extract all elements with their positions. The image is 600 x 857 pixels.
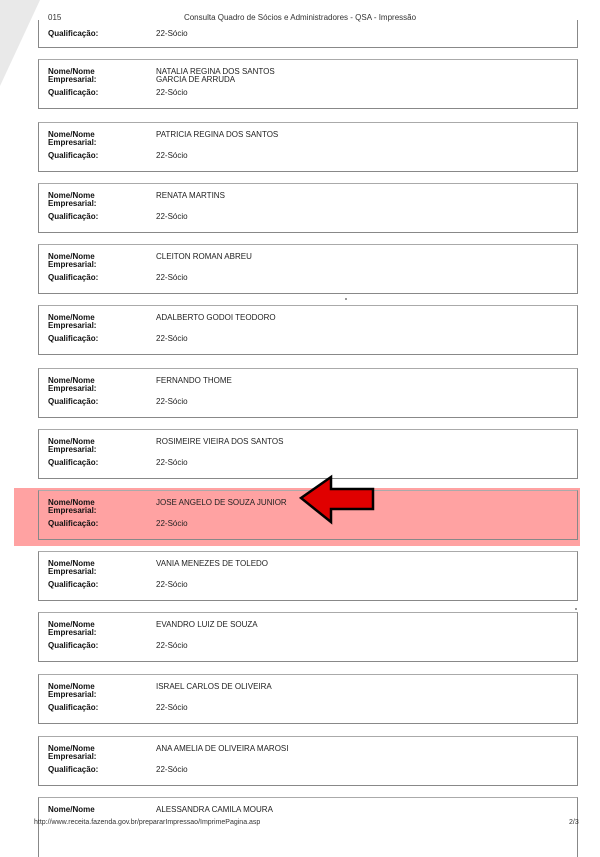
empresarial-label: Empresarial: <box>48 752 97 761</box>
record-block <box>38 368 578 418</box>
page-title: Consulta Quadro de Sócios e Administradores - QSA - Impressão <box>183 13 417 22</box>
qualificacao-label: Qualificação: <box>48 151 99 160</box>
nome-value: CLEITON ROMAN ABREU <box>156 252 252 261</box>
record-block <box>38 244 578 294</box>
footer-url: http://www.receita.fazenda.gov.br/prepararImpressao/ImprimePagina.asp <box>34 819 261 826</box>
nome-label: Nome/Nome <box>48 67 95 76</box>
nome-value-line2: GARCIA DE ARRUDA <box>156 75 236 84</box>
qualificacao-value: 22-Sócio <box>156 212 188 221</box>
nome-label: Nome/Nome <box>48 437 95 446</box>
record-block <box>38 183 578 233</box>
nome-value: ANA AMELIA DE OLIVEIRA MAROSI <box>156 744 289 753</box>
nome-value: RENATA MARTINS <box>156 191 225 200</box>
nome-value: JOSE ANGELO DE SOUZA JUNIOR <box>156 498 287 507</box>
nome-value: EVANDRO LUIZ DE SOUZA <box>156 620 258 629</box>
nome-label: Nome/Nome <box>48 252 95 261</box>
empresarial-label: Empresarial: <box>48 567 97 576</box>
record-block <box>38 674 578 724</box>
record-block <box>38 797 578 857</box>
qualificacao-label: Qualificação: <box>48 273 99 282</box>
nome-label: Nome/Nome <box>48 559 95 568</box>
footer-page-number: 2/3 <box>569 819 579 826</box>
qualificacao-value: 22-Sócio <box>156 703 188 712</box>
qualificacao-value: 22-Sócio <box>156 641 188 650</box>
record-block <box>38 429 578 479</box>
record-block <box>38 551 578 601</box>
nome-value: ADALBERTO GODOI TEODORO <box>156 313 276 322</box>
header-date: 015 <box>48 13 62 22</box>
qualificacao-value: 22-Sócio <box>156 151 188 160</box>
nome-value: NATALIA REGINA DOS SANTOS <box>156 67 275 76</box>
qualificacao-label: Qualificação: <box>48 580 99 589</box>
nome-value: ISRAEL CARLOS DE OLIVEIRA <box>156 682 272 691</box>
empresarial-label: Empresarial: <box>48 321 97 330</box>
record-block <box>38 736 578 786</box>
record-block <box>38 122 578 172</box>
qualificacao-label: Qualificação: <box>48 88 99 97</box>
qualificacao-label: Qualificação: <box>48 641 99 650</box>
qualificacao-value: 22-Sócio <box>156 29 188 38</box>
qualificacao-label: Qualificação: <box>48 397 99 406</box>
qualificacao-value: 22-Sócio <box>156 334 188 343</box>
qualificacao-value: 22-Sócio <box>156 273 188 282</box>
nome-label: Nome/Nome <box>48 744 95 753</box>
qualificacao-value: 22-Sócio <box>156 397 188 406</box>
qualificacao-value: 22-Sócio <box>156 458 188 467</box>
nome-value: VANIA MENEZES DE TOLEDO <box>156 559 269 568</box>
red-arrow-left-icon <box>298 474 376 526</box>
qualificacao-value: 22-Sócio <box>156 580 188 589</box>
nome-label: Nome/Nome <box>48 805 95 814</box>
empresarial-label: Empresarial: <box>48 628 97 637</box>
qualificacao-label: Qualificação: <box>48 519 99 528</box>
scan-speck <box>575 608 577 610</box>
nome-label: Nome/Nome <box>48 682 95 691</box>
record-block <box>38 305 578 355</box>
nome-value: ROSIMEIRE VIEIRA DOS SANTOS <box>156 437 284 446</box>
nome-label: Nome/Nome <box>48 313 95 322</box>
empresarial-label: Empresarial: <box>48 445 97 454</box>
empresarial-label: Empresarial: <box>48 260 97 269</box>
qualificacao-value: 22-Sócio <box>156 88 188 97</box>
nome-value: PATRICIA REGINA DOS SANTOS <box>156 130 279 139</box>
qualificacao-label: Qualificação: <box>48 29 99 38</box>
empresarial-label: Empresarial: <box>48 75 97 84</box>
qualificacao-value: 22-Sócio <box>156 765 188 774</box>
record-partial <box>38 20 578 48</box>
nome-label: Nome/Nome <box>48 498 95 507</box>
empresarial-label: Empresarial: <box>48 199 97 208</box>
qualificacao-label: Qualificação: <box>48 703 99 712</box>
qualificacao-value: 22-Sócio <box>156 519 188 528</box>
nome-value: FERNANDO THOME <box>156 376 232 385</box>
qualificacao-label: Qualificação: <box>48 765 99 774</box>
record-block <box>38 59 578 109</box>
empresarial-label: Empresarial: <box>48 384 97 393</box>
empresarial-label: Empresarial: <box>48 506 97 515</box>
record-block <box>38 612 578 662</box>
nome-label: Nome/Nome <box>48 376 95 385</box>
qualificacao-label: Qualificação: <box>48 458 99 467</box>
nome-label: Nome/Nome <box>48 130 95 139</box>
qualificacao-label: Qualificação: <box>48 334 99 343</box>
nome-label: Nome/Nome <box>48 191 95 200</box>
scan-speck <box>345 298 347 300</box>
empresarial-label: Empresarial: <box>48 690 97 699</box>
qualificacao-label: Qualificação: <box>48 212 99 221</box>
empresarial-label: Empresarial: <box>48 138 97 147</box>
nome-value: ALESSANDRA CAMILA MOURA <box>156 805 273 814</box>
nome-label: Nome/Nome <box>48 620 95 629</box>
